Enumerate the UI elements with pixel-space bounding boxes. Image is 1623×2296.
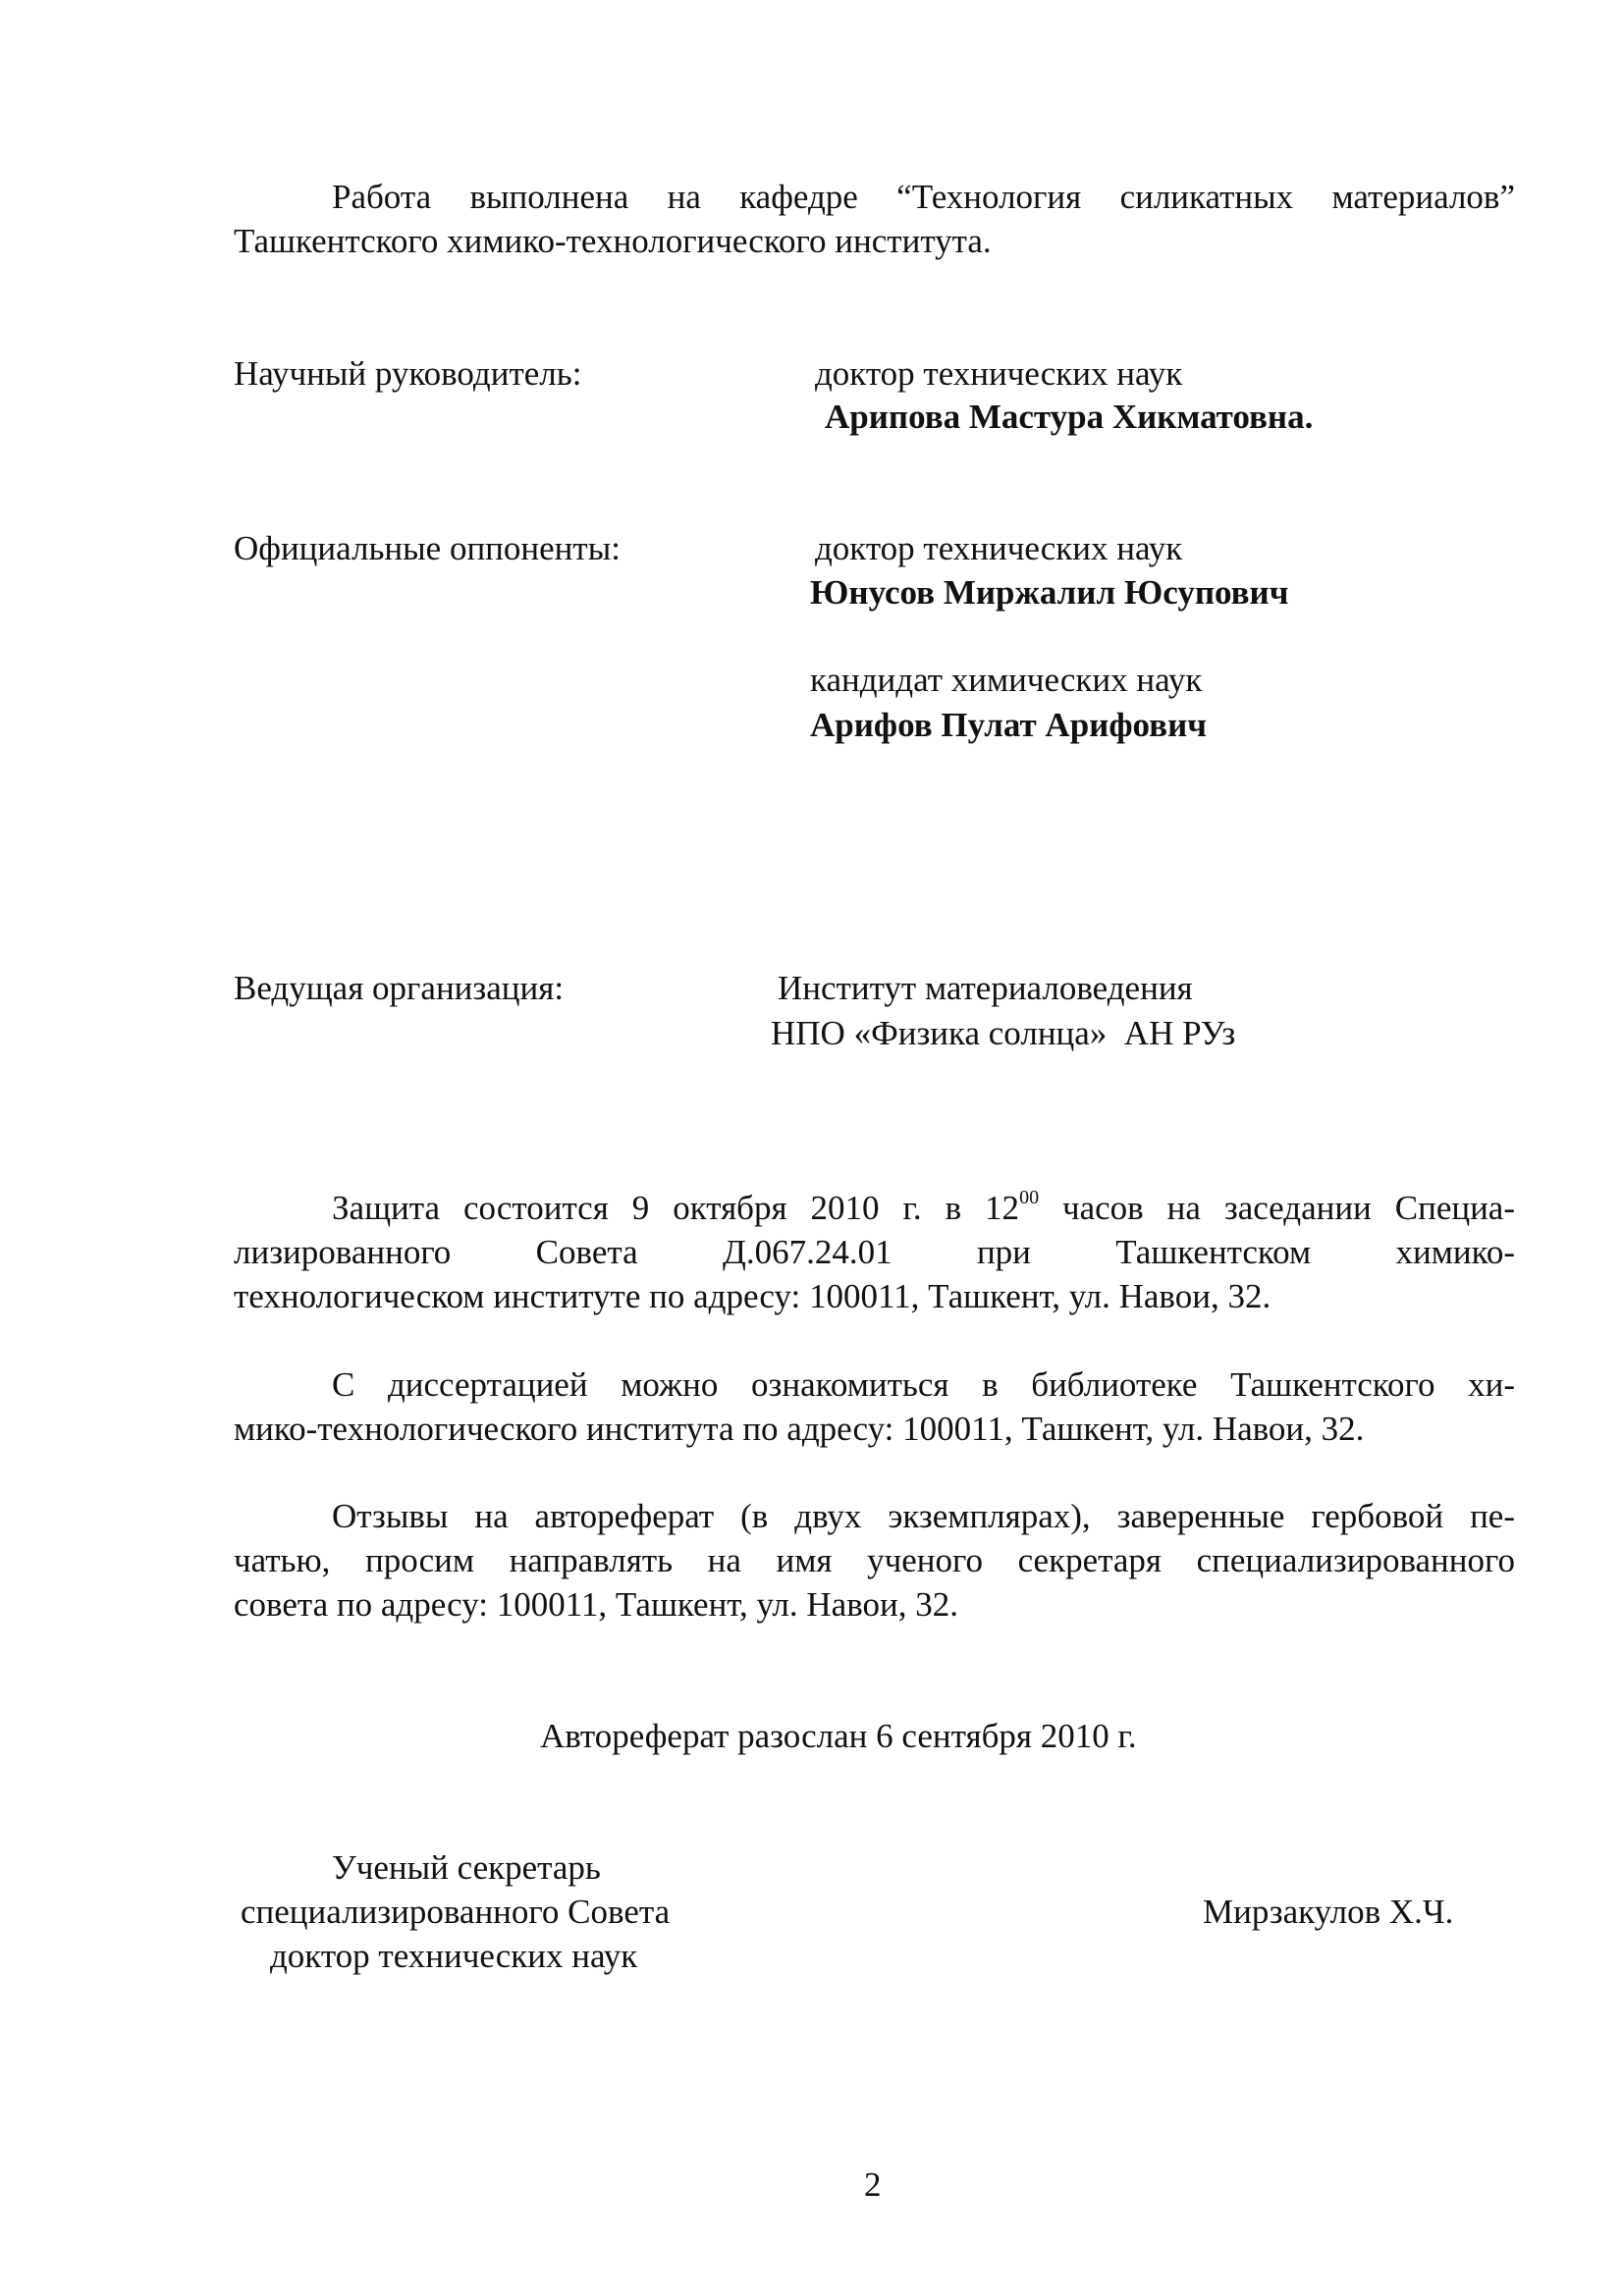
defense-paragraph xyxy=(234,1186,1515,1318)
secretary-name: Мирзакулов Х.Ч. xyxy=(1203,1893,1454,1931)
reviews-line-1: Отзывы на автореферат (в двух экземплярах), заверенные гербовой пе- xyxy=(332,1497,1515,1535)
library-line-1: С диссертацией можно ознакомиться в библиотеке Ташкентского хи- xyxy=(332,1365,1515,1404)
supervisor-label: Научный руководитель: xyxy=(234,354,582,393)
opponent-2-degree: кандидат химических наук xyxy=(810,661,1203,699)
intro-line-2: Ташкентского химико-технологического института. xyxy=(234,222,992,260)
opponent-1-degree: доктор технических наук xyxy=(815,529,1183,567)
reviews-line-3: совета по адресу: 100011, Ташкент, ул. Навои, 32. xyxy=(234,1585,958,1624)
leading-org-line-2: НПО «Физика солнца» АН РУз xyxy=(771,1014,1236,1052)
defense-line-3: технологическом институте по адресу: 100011, Ташкент, ул. Навои, 32. xyxy=(234,1277,1271,1315)
supervisor-degree: доктор технических наук xyxy=(815,354,1183,393)
defense-line-1 xyxy=(234,1186,1515,1230)
secretary-title-line-1: Ученый секретарь xyxy=(332,1848,601,1887)
leading-org-label: Ведущая организация: xyxy=(234,969,565,1007)
defense-time-superscript: 00 xyxy=(1019,1187,1040,1208)
reviews-line-2: чатью, просим направлять на имя ученого секретаря специализированного xyxy=(234,1541,1515,1579)
sent-date: Автореферат разослан 6 сентября 2010 г. xyxy=(540,1717,1137,1755)
secretary-title-line-2: специализированного Совета xyxy=(241,1893,671,1931)
opponent-1-name: Юнусов Миржалил Юсупович xyxy=(810,573,1289,612)
opponent-2-name: Арифов Пулат Арифович xyxy=(810,706,1207,744)
opponents-label: Официальные оппоненты: xyxy=(234,529,621,567)
defense-line-1-b: часов на заседании Специа- xyxy=(1039,1189,1515,1227)
secretary-title-line-3: доктор технических наук xyxy=(270,1937,638,1975)
library-paragraph xyxy=(234,1362,1515,1451)
supervisor-name: Арипова Мастура Хикматовна. xyxy=(825,398,1314,436)
intro-paragraph xyxy=(234,175,1515,263)
page-number: 2 xyxy=(864,2165,882,2204)
reviews-paragraph xyxy=(234,1494,1515,1627)
intro-line-1: Работа выполнена на кафедре “Технология силикатных материалов” xyxy=(332,178,1515,216)
library-line-2: мико-технологического института по адресу: 100011, Ташкент, ул. Навои, 32. xyxy=(234,1410,1365,1448)
defense-line-2: лизированного Совета Д.067.24.01 при Ташкентском химико- xyxy=(234,1233,1515,1271)
defense-line-1-a: Защита состоится 9 октября 2010 г. в 12 xyxy=(332,1189,1020,1227)
leading-org-line-1: Институт материаловедения xyxy=(778,969,1193,1007)
